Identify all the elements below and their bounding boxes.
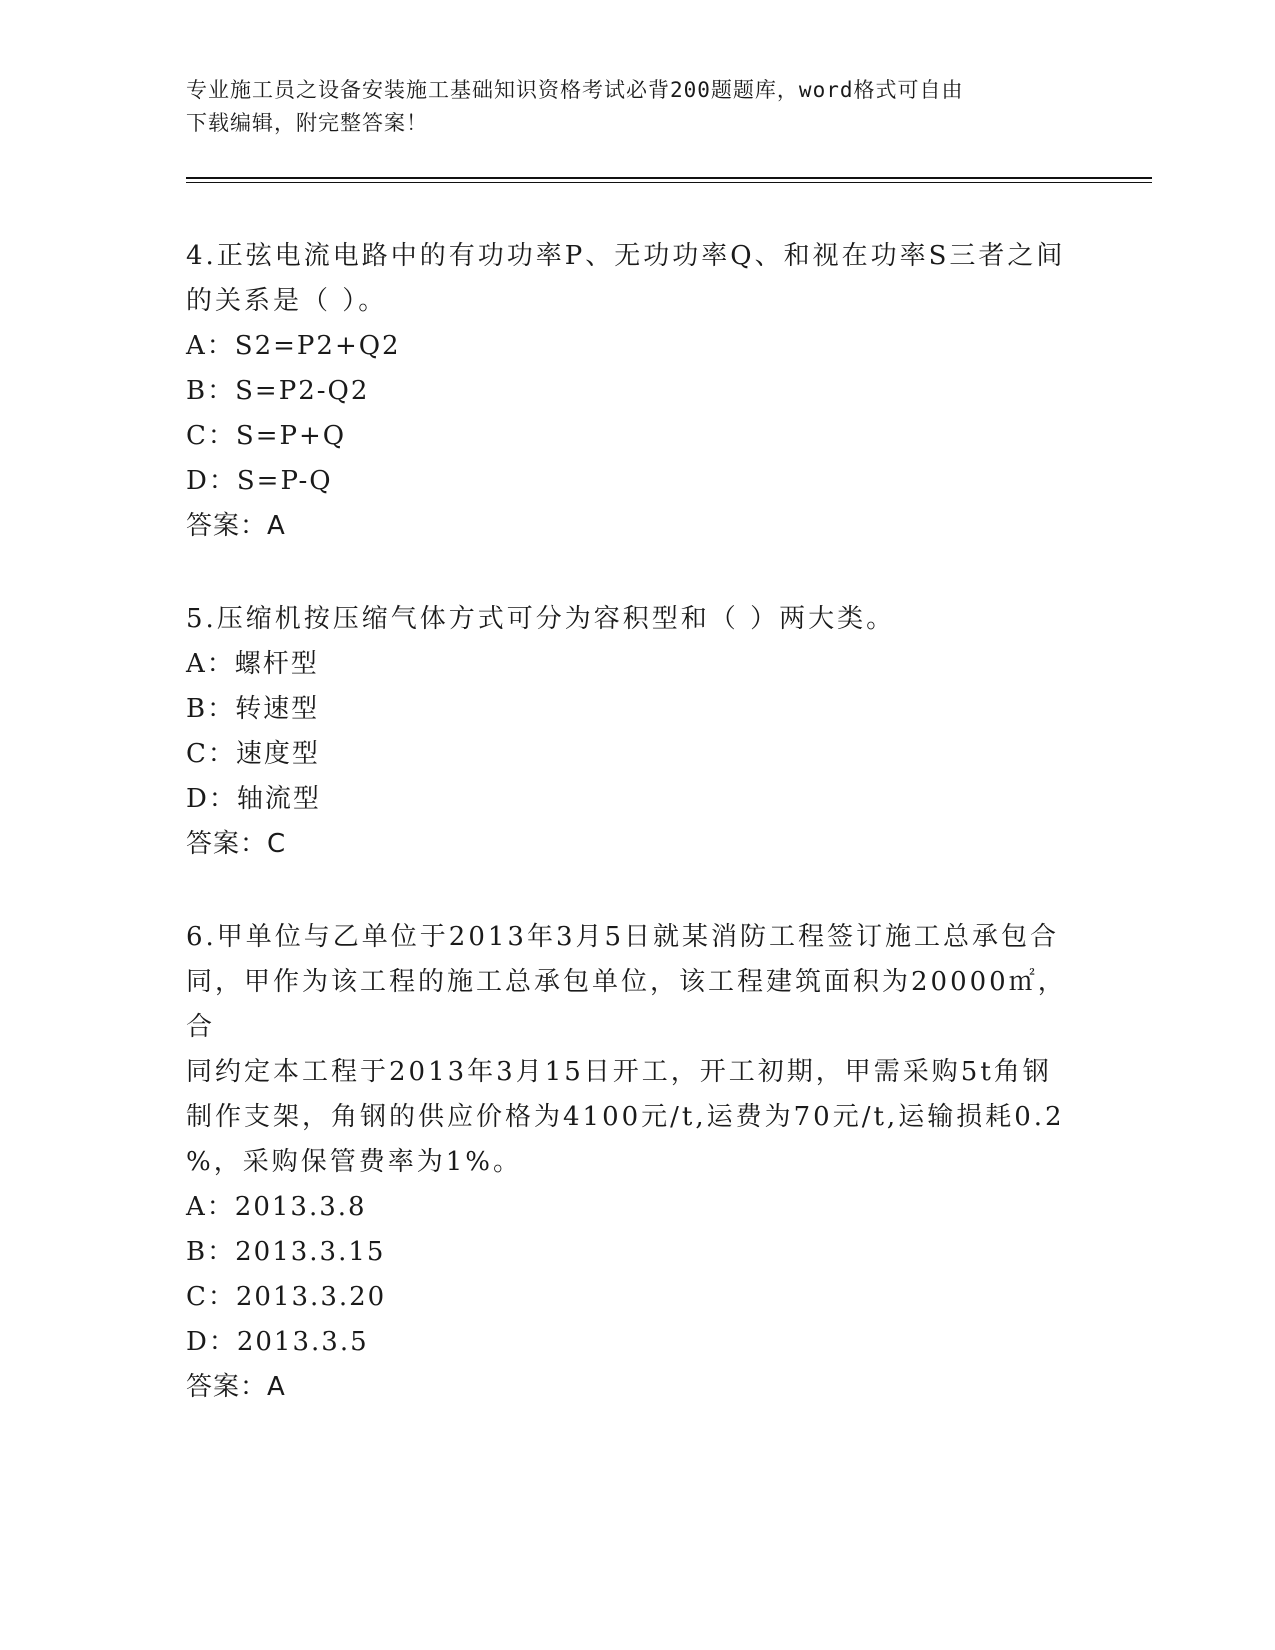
option-d: D：S=P-Q	[186, 466, 333, 496]
document-header	[186, 74, 1086, 140]
answer-line: 答案：C	[186, 829, 287, 859]
question-4	[186, 234, 1086, 549]
question-stem-line: %，采购保管费率为1%。	[186, 1147, 522, 1177]
question-stem-line: 同，甲作为该工程的施工总承包单位，该工程建筑面积为20000㎡，合	[186, 967, 1067, 1042]
option-a: A：2013.3.8	[186, 1192, 367, 1222]
header-divider-thick	[186, 177, 1152, 179]
question-stem-line: 5.压缩机按压缩气体方式可分为容积型和（ ）两大类。	[186, 604, 896, 634]
question-stem-line: 6.甲单位与乙单位于2013年3月5日就某消防工程签订施工总承包合	[186, 922, 1060, 952]
answer-line: 答案：A	[186, 1372, 286, 1402]
option-b: B：2013.3.15	[186, 1237, 386, 1267]
question-6	[186, 915, 1086, 1410]
header-line-1: 专业施工员之设备安装施工基础知识资格考试必背200题题库，word格式可自由	[186, 78, 964, 102]
option-b: B：S=P2-Q2	[186, 376, 370, 406]
question-stem-line: 制作支架，角钢的供应价格为4100元/t,运费为70元/t,运输损耗0.2	[186, 1102, 1065, 1132]
option-c: C：S=P+Q	[186, 421, 347, 451]
question-stem-line: 4.正弦电流电路中的有功功率P、无功功率Q、和视在功率S三者之间	[186, 241, 1066, 271]
option-a: A：S2=P2+Q2	[186, 331, 401, 361]
header-line-2: 下载编辑，附完整答案！	[186, 111, 428, 135]
header-divider-thin	[186, 182, 1152, 183]
question-stem-line: 同约定本工程于2013年3月15日开工，开工初期，甲需采购5t角钢	[186, 1057, 1052, 1087]
option-c: C：2013.3.20	[186, 1282, 387, 1312]
option-d: D：轴流型	[186, 784, 321, 814]
option-d: D：2013.3.5	[186, 1327, 369, 1357]
answer-line: 答案：A	[186, 511, 286, 541]
question-stem-line: 的关系是（ ）。	[186, 286, 388, 316]
option-b: B：转速型	[186, 694, 320, 724]
question-5	[186, 597, 1086, 867]
option-a: A：螺杆型	[186, 649, 319, 679]
option-c: C：速度型	[186, 739, 320, 769]
